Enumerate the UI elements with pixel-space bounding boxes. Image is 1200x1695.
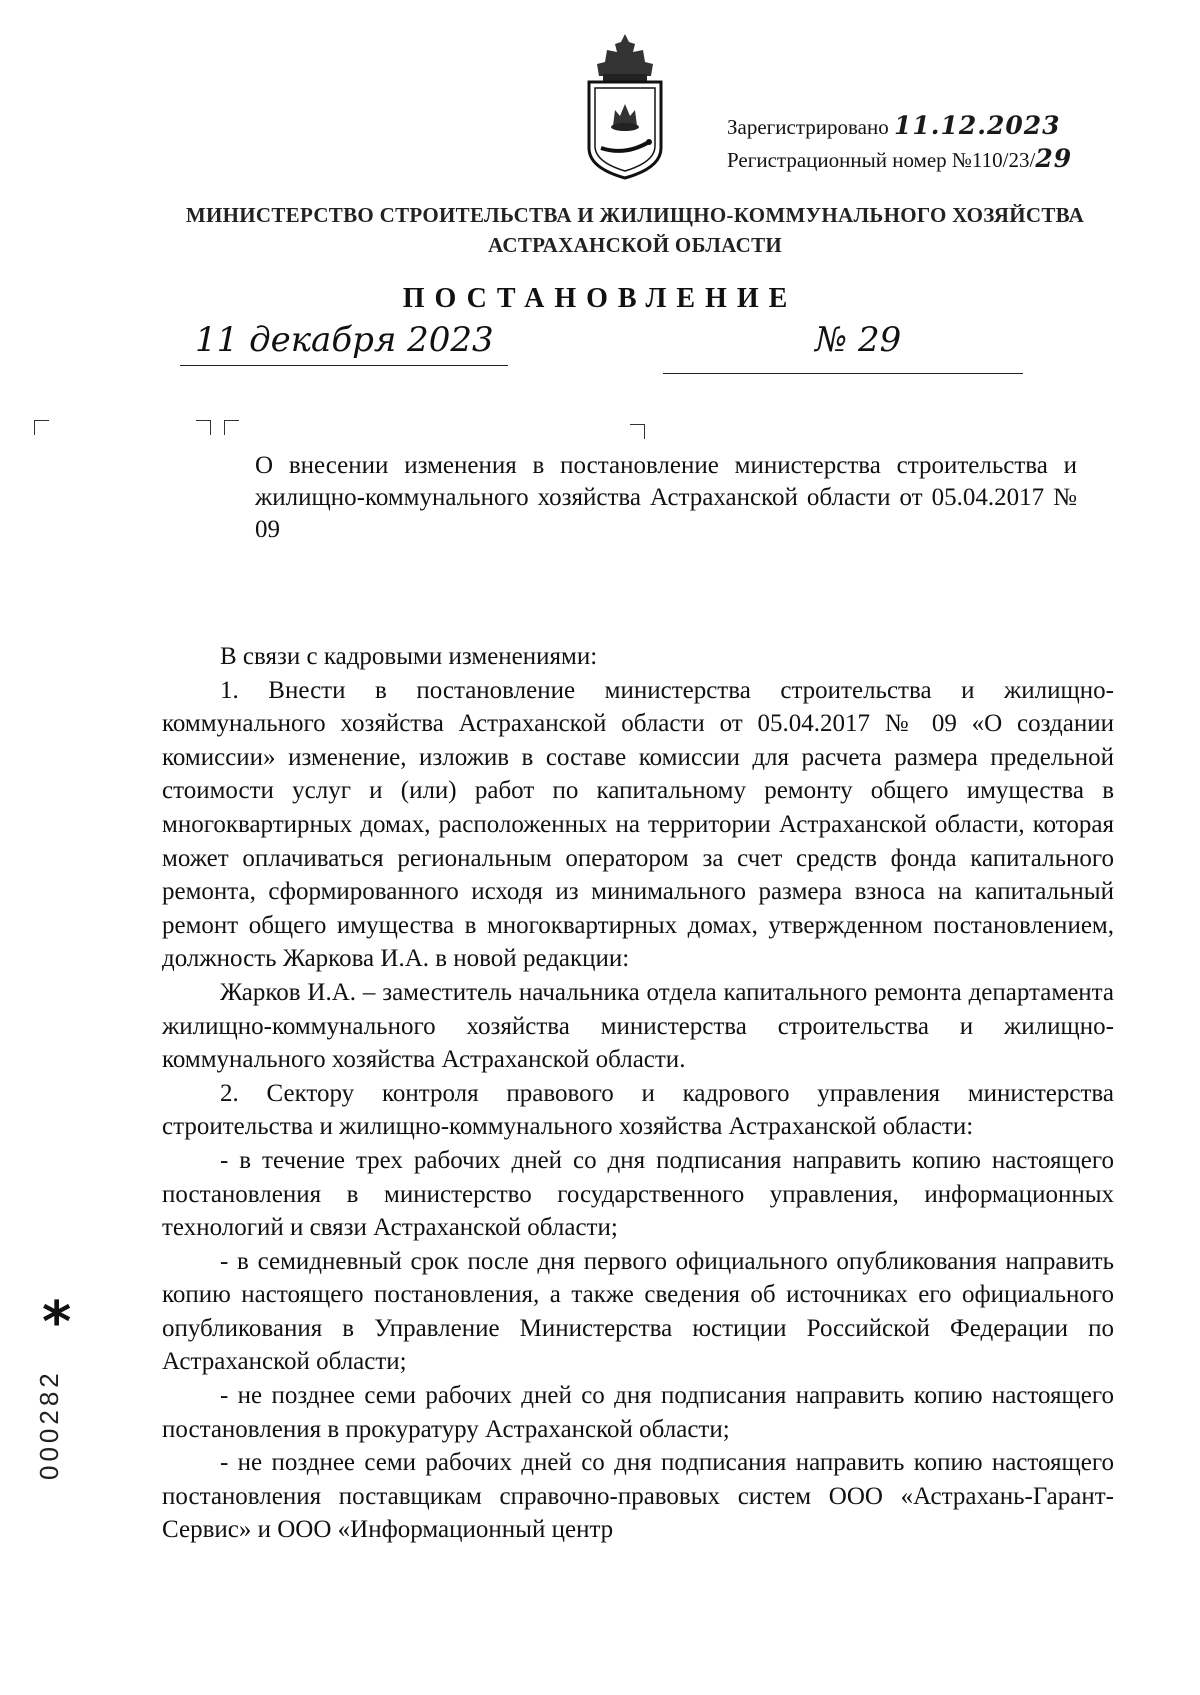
registration-number-suffix: 29 — [1035, 144, 1073, 173]
coat-of-arms-icon — [583, 30, 667, 180]
date-underline — [180, 365, 508, 366]
corner-mark-subject-left-a — [196, 420, 211, 435]
number-underline — [663, 373, 1023, 374]
corner-mark-left — [34, 420, 49, 435]
paragraph-item-2: 2. Сектору контроля правового и кадрового управления министерства строительства и жилищно-коммунального хозяйства Астраханской области: — [162, 1079, 1114, 1141]
document-date: 11 декабря 2023 — [195, 320, 494, 360]
paragraph-intro: В связи с кадровыми изменениями: — [220, 643, 598, 670]
paragraph-bullet-2: - в семидневный срок после дня первого официального опубликования направить копию настоящего постановления, а также сведения об источниках его официального опубликования в Управление Министерства юстиции Российской Федерации по Астраханской области; — [162, 1247, 1114, 1376]
registration-date-line — [727, 110, 1072, 143]
document-body — [162, 640, 1114, 1547]
document-type: ПОСТАНОВЛЕНИЕ — [402, 283, 798, 314]
ministry-header — [140, 200, 1130, 260]
registration-number-line — [727, 143, 1072, 176]
paragraph-bullet-1: - в течение трех рабочих дней со дня подписания направить копию настоящего постановления в министерство государственного управления, информационных технологий и связи Астраханской области; — [162, 1146, 1114, 1242]
side-asterisk: * — [42, 1290, 72, 1355]
corner-mark-subject-right — [630, 424, 645, 439]
document-number: № 29 — [815, 320, 902, 360]
paragraph-position: Жарков И.А. – заместитель начальника отдела капитального ремонта департамента жилищно-коммунального хозяйства министерства строительства и жилищно-коммунального хозяйства Астраханской области. — [162, 978, 1114, 1074]
registration-stamp — [727, 110, 1072, 176]
document-subject: О внесении изменения в постановление министерства строительства и жилищно-коммунального хозяйства Астраханской области от 05.04.2017 № 09 — [255, 452, 1077, 543]
registered-label: Зарегистрировано — [727, 115, 889, 139]
paragraph-item-1: 1. Внести в постановление министерства строительства и жилищно-коммунального хозяйства Астраханской области от 05.04.2017 № 09 «О создании комиссии» изменение, изложив в составе комиссии для расчета размера предельной стоимости услуг и (или) работ по капитальному ремонту общего имущества в многоквартирных домах, расположенных на территории Астраханской области, которая может оплачиваться региональным оператором за счет средств фонда капитального ремонта, сформированного исходя из минимального размера взноса на капитальный ремонт общего имущества в многоквартирных домах, утвержденном постановлением, должность Жаркова И.А. в новой редакции: — [162, 676, 1114, 973]
ministry-name-line1: МИНИСТЕРСТВО СТРОИТЕЛЬСТВА И ЖИЛИЩНО-КОММУНАЛЬНОГО ХОЗЯЙСТВА — [185, 203, 1085, 227]
registration-number-label: Регистрационный номер №110/23/ — [727, 148, 1036, 172]
paragraph-bullet-3: - не позднее семи рабочих дней со дня подписания направить копию настоящего постановления в прокуратуру Астраханской области; — [162, 1382, 1114, 1443]
ministry-name-line2: АСТРАХАНСКОЙ ОБЛАСТИ — [487, 233, 783, 257]
side-serial-number: 000282 — [34, 1369, 64, 1480]
registered-date: 11.12.2023 — [893, 111, 1061, 140]
corner-mark-subject-left-b — [224, 420, 239, 435]
paragraph-bullet-4: - не позднее семи рабочих дней со дня подписания направить копию настоящего постановления поставщикам справочно-правовых систем ООО «Астрахань-Гарант-Сервис» и ООО «Информационный центр — [162, 1449, 1114, 1544]
